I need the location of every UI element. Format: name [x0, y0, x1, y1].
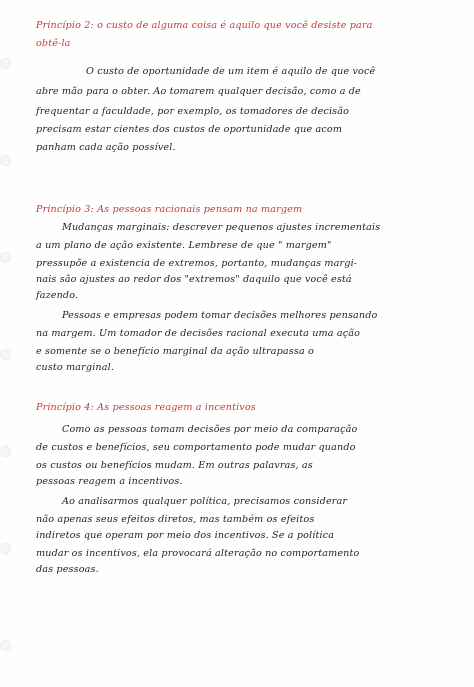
binder-hole — [0, 349, 11, 360]
principle-3-text: pressupõe a existencia de extremos, portanto, mudanças margi- — [36, 258, 358, 269]
principle-3-heading: Princípio 3: As pessoas racionais pensam na margem — [36, 204, 303, 215]
principle-4-text: de custos e benefícios, seu comportamento pode mudar quando — [36, 442, 356, 453]
principle-4-text: indiretos que operam por meio dos incentivos. Se a política — [36, 530, 335, 541]
principle-2-text: precisam estar cientes dos custos de oportunidade que acom — [36, 124, 343, 135]
principle-4-heading: Princípio 4: As pessoas reagem a incentivos — [36, 402, 256, 413]
binder-hole — [0, 543, 11, 554]
principle-3-text: Pessoas e empresas podem tomar decisões melhores pensando — [62, 310, 378, 321]
principle-4-text: Como as pessoas tomam decisões por meio da comparação — [62, 424, 358, 435]
principle-4-text: os custos ou benefícios mudam. Em outras palavras, as — [36, 460, 313, 471]
principle-3-text: Mudanças marginais: descrever pequenos ajustes incrementais — [62, 222, 381, 233]
binder-hole — [0, 446, 11, 457]
principle-3-text: e somente se o benefício marginal da ação ultrapassa o — [36, 346, 314, 357]
principle-4-text: das pessoas. — [36, 564, 99, 575]
principle-3-text: a um plano de ação existente. Lembrese de que " margem" — [36, 240, 332, 251]
principle-2-text: frequentar a faculdade, por exemplo, os tomadores de decisão — [36, 106, 350, 117]
binder-hole — [0, 252, 11, 263]
principle-3-text: custo marginal. — [36, 362, 115, 373]
principle-4-text: não apenas seus efeitos diretos, mas também os efeitos — [36, 514, 315, 525]
principle-2-text: abre mão para o obter. Ao tomarem qualquer decisão, como a de — [36, 86, 361, 97]
binder-hole — [0, 640, 11, 651]
principle-3-text: na margem. Um tomador de decisões racional executa uma ação — [36, 328, 361, 339]
principle-3-text: nais são ajustes ao redor dos "extremos" daquilo que você está — [36, 274, 352, 285]
principle-2-heading: Princípio 2: o custo de alguma coisa é aquilo que você desiste para — [36, 20, 373, 31]
principle-4-text: Ao analisarmos qualquer política, precisamos considerar — [62, 496, 348, 507]
principle-3-text: fazendo. — [36, 290, 79, 301]
principle-2-text: O custo de oportunidade de um item é aquilo de que você — [86, 66, 376, 77]
binder-hole — [0, 58, 11, 69]
principle-2-heading-cont: obtê-la — [36, 38, 71, 49]
binder-hole — [0, 155, 11, 166]
principle-2-text: panham cada ação possível. — [36, 142, 176, 153]
principle-4-text: mudar os incentivos, ela provocará alteração no comportamento — [36, 548, 360, 559]
principle-4-text: pessoas reagem a incentivos. — [36, 476, 183, 487]
